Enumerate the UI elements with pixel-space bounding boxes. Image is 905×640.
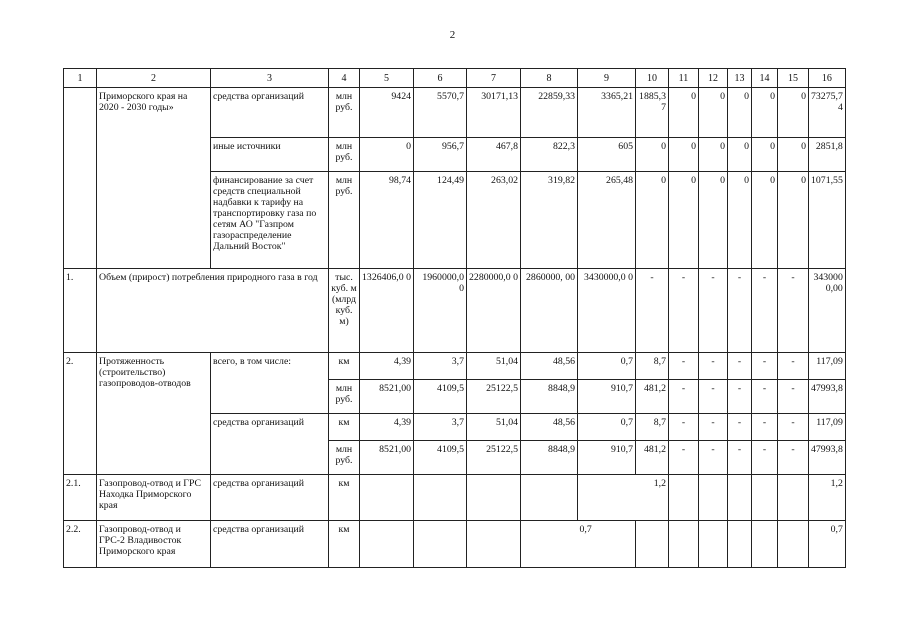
value-cell	[699, 521, 728, 568]
value-cell: -	[669, 353, 699, 380]
unit: млн руб.	[329, 380, 360, 414]
col-header: 9	[578, 69, 636, 88]
value-cell	[521, 521, 578, 568]
col-header: 15	[778, 69, 809, 88]
value-cell: 1885,3 7	[636, 88, 669, 138]
total-cell: 117,09	[809, 414, 846, 441]
value-cell: 1960000,0 0	[414, 269, 467, 353]
funding-source: средства организаций	[211, 521, 329, 568]
value-cell: 4109,5	[414, 441, 467, 475]
funding-source: средства организаций	[211, 475, 329, 521]
value-cell: 8848,9	[521, 441, 578, 475]
value-cell	[360, 521, 414, 568]
indicator-name: Газопровод-отвод и ГРС Находка Приморского края	[97, 475, 211, 521]
value-cell: -	[752, 441, 778, 475]
value-cell: 8848,9	[521, 380, 578, 414]
value-cell: 0	[752, 88, 778, 138]
unit: млн руб.	[329, 172, 360, 269]
total-cell: 2851,8	[809, 138, 846, 172]
value-cell: 0	[778, 88, 809, 138]
value-cell: 263,02	[467, 172, 521, 269]
unit: млн руб.	[329, 441, 360, 475]
value-cell: 5570,7	[414, 88, 467, 138]
value-cell	[778, 521, 809, 568]
value-cell: 4,39	[360, 414, 414, 441]
value-cell	[669, 475, 699, 521]
table-row	[64, 88, 846, 138]
value-cell: -	[699, 414, 728, 441]
value-cell: 8,7	[636, 414, 669, 441]
value-cell: -	[778, 269, 809, 353]
value-cell: 0	[636, 172, 669, 269]
value-cell: 1326406,0 0	[360, 269, 414, 353]
value-cell: 3,7	[414, 414, 467, 441]
funding-source: средства организаций	[211, 88, 329, 138]
value-cell: 605	[578, 138, 636, 172]
col-header: 3	[211, 69, 329, 88]
value-cell: -	[699, 441, 728, 475]
value-cell: -	[778, 441, 809, 475]
value-cell: 0	[699, 88, 728, 138]
value-cell: 481,2	[636, 380, 669, 414]
value-cell: -	[752, 414, 778, 441]
value-cell: 8521,00	[360, 441, 414, 475]
value-cell: 25122,5	[467, 380, 521, 414]
value-cell: 0	[669, 88, 699, 138]
value-cell: 0	[778, 172, 809, 269]
value-cell: 48,56	[521, 414, 578, 441]
value-cell: 0	[778, 138, 809, 172]
value-cell: 4,39	[360, 353, 414, 380]
value-cell	[728, 521, 752, 568]
value-cell: 48,56	[521, 353, 578, 380]
col-header: 10	[636, 69, 669, 88]
value-cell: 2860000, 00	[521, 269, 578, 353]
value-cell: -	[752, 269, 778, 353]
total-cell: 1071,55	[809, 172, 846, 269]
value-cell	[669, 521, 699, 568]
header-row	[64, 69, 846, 88]
value-cell: 0	[752, 138, 778, 172]
value-cell: 0	[699, 138, 728, 172]
col-header: 16	[809, 69, 846, 88]
col-header: 14	[752, 69, 778, 88]
unit: км	[329, 414, 360, 441]
value-cell: 25122,5	[467, 441, 521, 475]
value-cell: -	[728, 414, 752, 441]
value-cell: -	[778, 353, 809, 380]
col-header: 6	[414, 69, 467, 88]
col-header: 1	[64, 69, 97, 88]
value-cell: 8,7	[636, 353, 669, 380]
value-cell: -	[728, 380, 752, 414]
value-cell: 0,7	[578, 414, 636, 441]
value-cell: 319,82	[521, 172, 578, 269]
value-cell: 3365,21	[578, 88, 636, 138]
funding-source: финансирование за счет средств специальной надбавки к тарифу на транспортировку газа по сетям АО "Газпром газораспределение Дальний Восток"	[211, 172, 329, 269]
value-cell: -	[699, 353, 728, 380]
col-header: 2	[97, 69, 211, 88]
value-cell: 0,7	[578, 521, 636, 568]
value-cell	[467, 521, 521, 568]
value-cell: -	[669, 380, 699, 414]
funding-source: иные источники	[211, 138, 329, 172]
value-cell: 3,7	[414, 353, 467, 380]
value-cell: -	[752, 353, 778, 380]
table-row	[64, 475, 846, 521]
value-cell: 3430000,0 0	[578, 269, 636, 353]
value-cell: 9424	[360, 88, 414, 138]
col-header: 8	[521, 69, 578, 88]
value-cell: -	[699, 269, 728, 353]
value-cell	[752, 521, 778, 568]
page-number: 2	[449, 29, 456, 41]
unit: км	[329, 353, 360, 380]
table-row	[64, 521, 846, 568]
table-row	[64, 353, 846, 380]
value-cell: 0	[752, 172, 778, 269]
total-cell: 1,2	[809, 475, 846, 521]
value-cell: -	[728, 441, 752, 475]
value-cell: 30171,13	[467, 88, 521, 138]
table-row	[64, 269, 846, 353]
value-cell: -	[752, 380, 778, 414]
value-cell: 0	[728, 88, 752, 138]
value-cell: 0	[669, 172, 699, 269]
value-cell: 22859,33	[521, 88, 578, 138]
value-cell: 956,7	[414, 138, 467, 172]
total-cell: 117,09	[809, 353, 846, 380]
value-cell	[414, 521, 467, 568]
indicator-name: Объем (прирост) потребления природного газа в год	[97, 269, 329, 353]
value-cell: -	[778, 414, 809, 441]
value-cell: 910,7	[578, 441, 636, 475]
value-cell: 4109,5	[414, 380, 467, 414]
unit: млн руб.	[329, 138, 360, 172]
row-number: 1.	[64, 269, 97, 353]
total-cell: 0,7	[809, 521, 846, 568]
value-cell: 0	[728, 172, 752, 269]
value-cell: 0	[699, 172, 728, 269]
value-cell: 0,7	[578, 353, 636, 380]
col-header: 11	[669, 69, 699, 88]
indicator-name: Протяженность (строительство) газопроводов-отводов	[97, 353, 211, 475]
indicator-name: Газопровод-отвод и ГРС-2 Владивосток Приморского края	[97, 521, 211, 568]
col-header: 4	[329, 69, 360, 88]
value-cell	[728, 475, 752, 521]
funding-source: всего, в том числе:	[211, 353, 329, 414]
col-header: 5	[360, 69, 414, 88]
value-cell: 481,2	[636, 441, 669, 475]
total-cell: 47993,8	[809, 441, 846, 475]
value-cell: 910,7	[578, 380, 636, 414]
unit: млн руб.	[329, 88, 360, 138]
value-cell: 265,48	[578, 172, 636, 269]
value-cell: 0	[728, 138, 752, 172]
value-cell: 124,49	[414, 172, 467, 269]
program-name: Приморского края на 2020 - 2030 годы»	[97, 88, 211, 269]
value-cell: -	[669, 414, 699, 441]
value-cell: -	[778, 380, 809, 414]
value-cell	[636, 521, 669, 568]
value-cell: 98,74	[360, 172, 414, 269]
value-cell: 1,2	[636, 475, 669, 521]
unit: км	[329, 475, 360, 521]
value-cell: -	[636, 269, 669, 353]
value-cell	[414, 475, 467, 521]
value-cell	[778, 475, 809, 521]
value-cell	[521, 475, 578, 521]
value-cell: 8521,00	[360, 380, 414, 414]
row-number: 2.	[64, 353, 97, 475]
value-cell: -	[669, 441, 699, 475]
value-cell: -	[669, 269, 699, 353]
value-cell: 51,04	[467, 353, 521, 380]
row-number: 2.2.	[64, 521, 97, 568]
value-cell	[578, 475, 636, 521]
unit: тыс. куб. м (млрд куб. м)	[329, 269, 360, 353]
col-header: 13	[728, 69, 752, 88]
col-header: 12	[699, 69, 728, 88]
unit: км	[329, 521, 360, 568]
row-number	[64, 88, 97, 269]
value-cell	[699, 475, 728, 521]
value-cell	[360, 475, 414, 521]
value-cell: -	[699, 380, 728, 414]
value-cell: -	[728, 269, 752, 353]
program-table	[63, 68, 846, 568]
value-cell: 822,3	[521, 138, 578, 172]
value-cell: 51,04	[467, 414, 521, 441]
col-header: 7	[467, 69, 521, 88]
value-cell: 0	[669, 138, 699, 172]
row-number: 2.1.	[64, 475, 97, 521]
value-cell	[752, 475, 778, 521]
value-cell	[467, 475, 521, 521]
value-cell: 467,8	[467, 138, 521, 172]
value-cell: 2280000,0 0	[467, 269, 521, 353]
value-cell: -	[728, 353, 752, 380]
total-cell: 47993,8	[809, 380, 846, 414]
value-cell: 0	[360, 138, 414, 172]
total-cell: 73275,7 4	[809, 88, 846, 138]
total-cell: 343000 0,00	[809, 269, 846, 353]
funding-source: средства организаций	[211, 414, 329, 475]
value-cell: 0	[636, 138, 669, 172]
